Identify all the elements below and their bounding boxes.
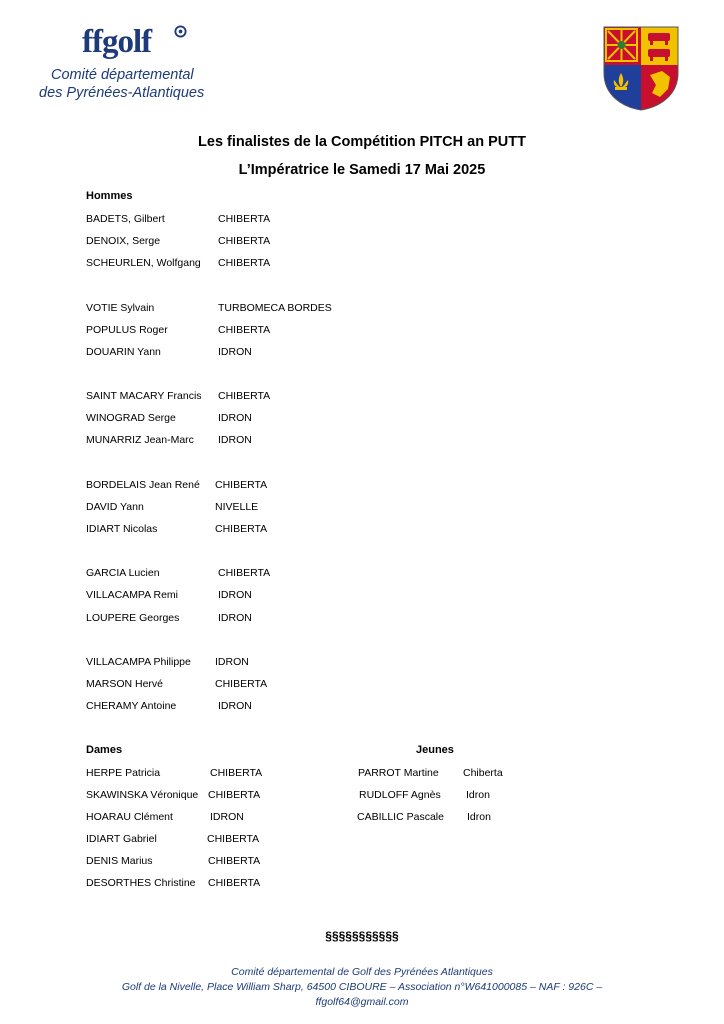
list-item-name: VILLACAMPA Remi [86, 589, 179, 601]
list-item-name: SCHEURLEN, Wolfgang [86, 257, 201, 269]
list-item-name: VOTIE Sylvain [86, 302, 155, 314]
footer-email: ffgolf64@gmail.com [315, 996, 409, 1008]
logo-subtitle-line1: Comité départemental [51, 67, 194, 83]
list-item-club: CHIBERTA [208, 855, 261, 867]
list-item-club: NIVELLE [215, 501, 259, 513]
section-separator: §§§§§§§§§§§ [325, 929, 399, 943]
list-item-club: IDRON [218, 434, 252, 446]
list-item-club: CHIBERTA [215, 479, 268, 491]
list-item-club: CHIBERTA [218, 390, 271, 402]
list-item-club: CHIBERTA [218, 324, 271, 336]
list-item-club: CHIBERTA [208, 877, 261, 889]
footer-organization: Comité départemental de Golf des Pyrénées Atlantiques [231, 966, 493, 978]
list-item-name: MUNARRIZ Jean-Marc [86, 434, 194, 446]
list-item-club: CHIBERTA [207, 833, 260, 845]
list-item-name: CABILLIC Pascale [357, 811, 444, 823]
list-item-name: RUDLOFF Agnès [359, 789, 441, 801]
list-item-name: IDIART Nicolas [86, 523, 158, 535]
logo-wordmark: ffgolf [82, 24, 152, 60]
list-item-club: CHIBERTA [218, 257, 271, 269]
list-item-club: IDRON [218, 612, 252, 624]
list-item-name: BADETS, Gilbert [86, 213, 165, 225]
list-item-name: DENIS Marius [86, 855, 153, 867]
list-item-name: SKAWINSKA Véronique [86, 789, 199, 801]
list-item-name: CHERAMY Antoine [86, 700, 177, 712]
list-item-club: Chiberta [463, 767, 503, 779]
coat-of-arms-icon [602, 25, 680, 111]
list-item-club: IDRON [215, 656, 249, 668]
ffgolf-logo [30, 22, 230, 107]
list-item-name: DENOIX, Serge [86, 235, 161, 247]
list-item-club: IDRON [218, 589, 252, 601]
list-item-name: HOARAU Clément [86, 811, 173, 823]
document-title: Les finalistes de la Compétition PITCH an PUTT [198, 134, 526, 150]
list-item-name: IDIART Gabriel [86, 833, 157, 845]
list-item-club: IDRON [210, 811, 244, 823]
list-item-club: CHIBERTA [210, 767, 263, 779]
list-item-name: BORDELAIS Jean René [86, 479, 200, 491]
document-subtitle: L’Impératrice le Samedi 17 Mai 2025 [238, 162, 486, 178]
list-item-club: TURBOMECA BORDES [218, 302, 332, 314]
list-item-name: SAINT MACARY Francis [86, 390, 202, 402]
list-item-name: MARSON Hervé [86, 678, 164, 690]
logo-subtitle-line2: des Pyrénées-Atlantiques [39, 85, 205, 101]
section-hommes: Hommes [86, 190, 133, 202]
list-item-name: POPULUS Roger [86, 324, 168, 336]
list-item-name: GARCIA Lucien [86, 567, 160, 579]
list-item-club: CHIBERTA [218, 567, 271, 579]
list-item-club: CHIBERTA [208, 789, 261, 801]
list-item-club: IDRON [218, 412, 252, 424]
list-item-name: LOUPERE Georges [86, 612, 180, 624]
section-jeunes: Jeunes [416, 744, 454, 756]
list-item-club: CHIBERTA [218, 235, 271, 247]
list-item-name: VILLACAMPA Philippe [86, 656, 191, 668]
list-item-club: IDRON [218, 346, 252, 358]
footer-address: Golf de la Nivelle, Place William Sharp, 64500 CIBOURE – Association n°W641000085 – NAF : 926C – [121, 981, 603, 993]
list-item-club: CHIBERTA [215, 523, 268, 535]
section-dames: Dames [86, 744, 123, 756]
list-item-club: IDRON [218, 700, 252, 712]
list-item-club: Idron [467, 811, 491, 823]
list-item-club: CHIBERTA [218, 213, 271, 225]
list-item-club: CHIBERTA [215, 678, 268, 690]
list-item-name: DOUARIN Yann [86, 346, 161, 358]
list-item-name: PARROT Martine [358, 767, 439, 779]
list-item-name: HERPE Patricia [86, 767, 161, 779]
list-item-name: DESORTHES Christine [86, 877, 196, 889]
golf-ball-icon [174, 25, 187, 38]
list-item-name: DAVID Yann [86, 501, 144, 513]
list-item-club: Idron [466, 789, 490, 801]
list-item-name: WINOGRAD Serge [86, 412, 176, 424]
